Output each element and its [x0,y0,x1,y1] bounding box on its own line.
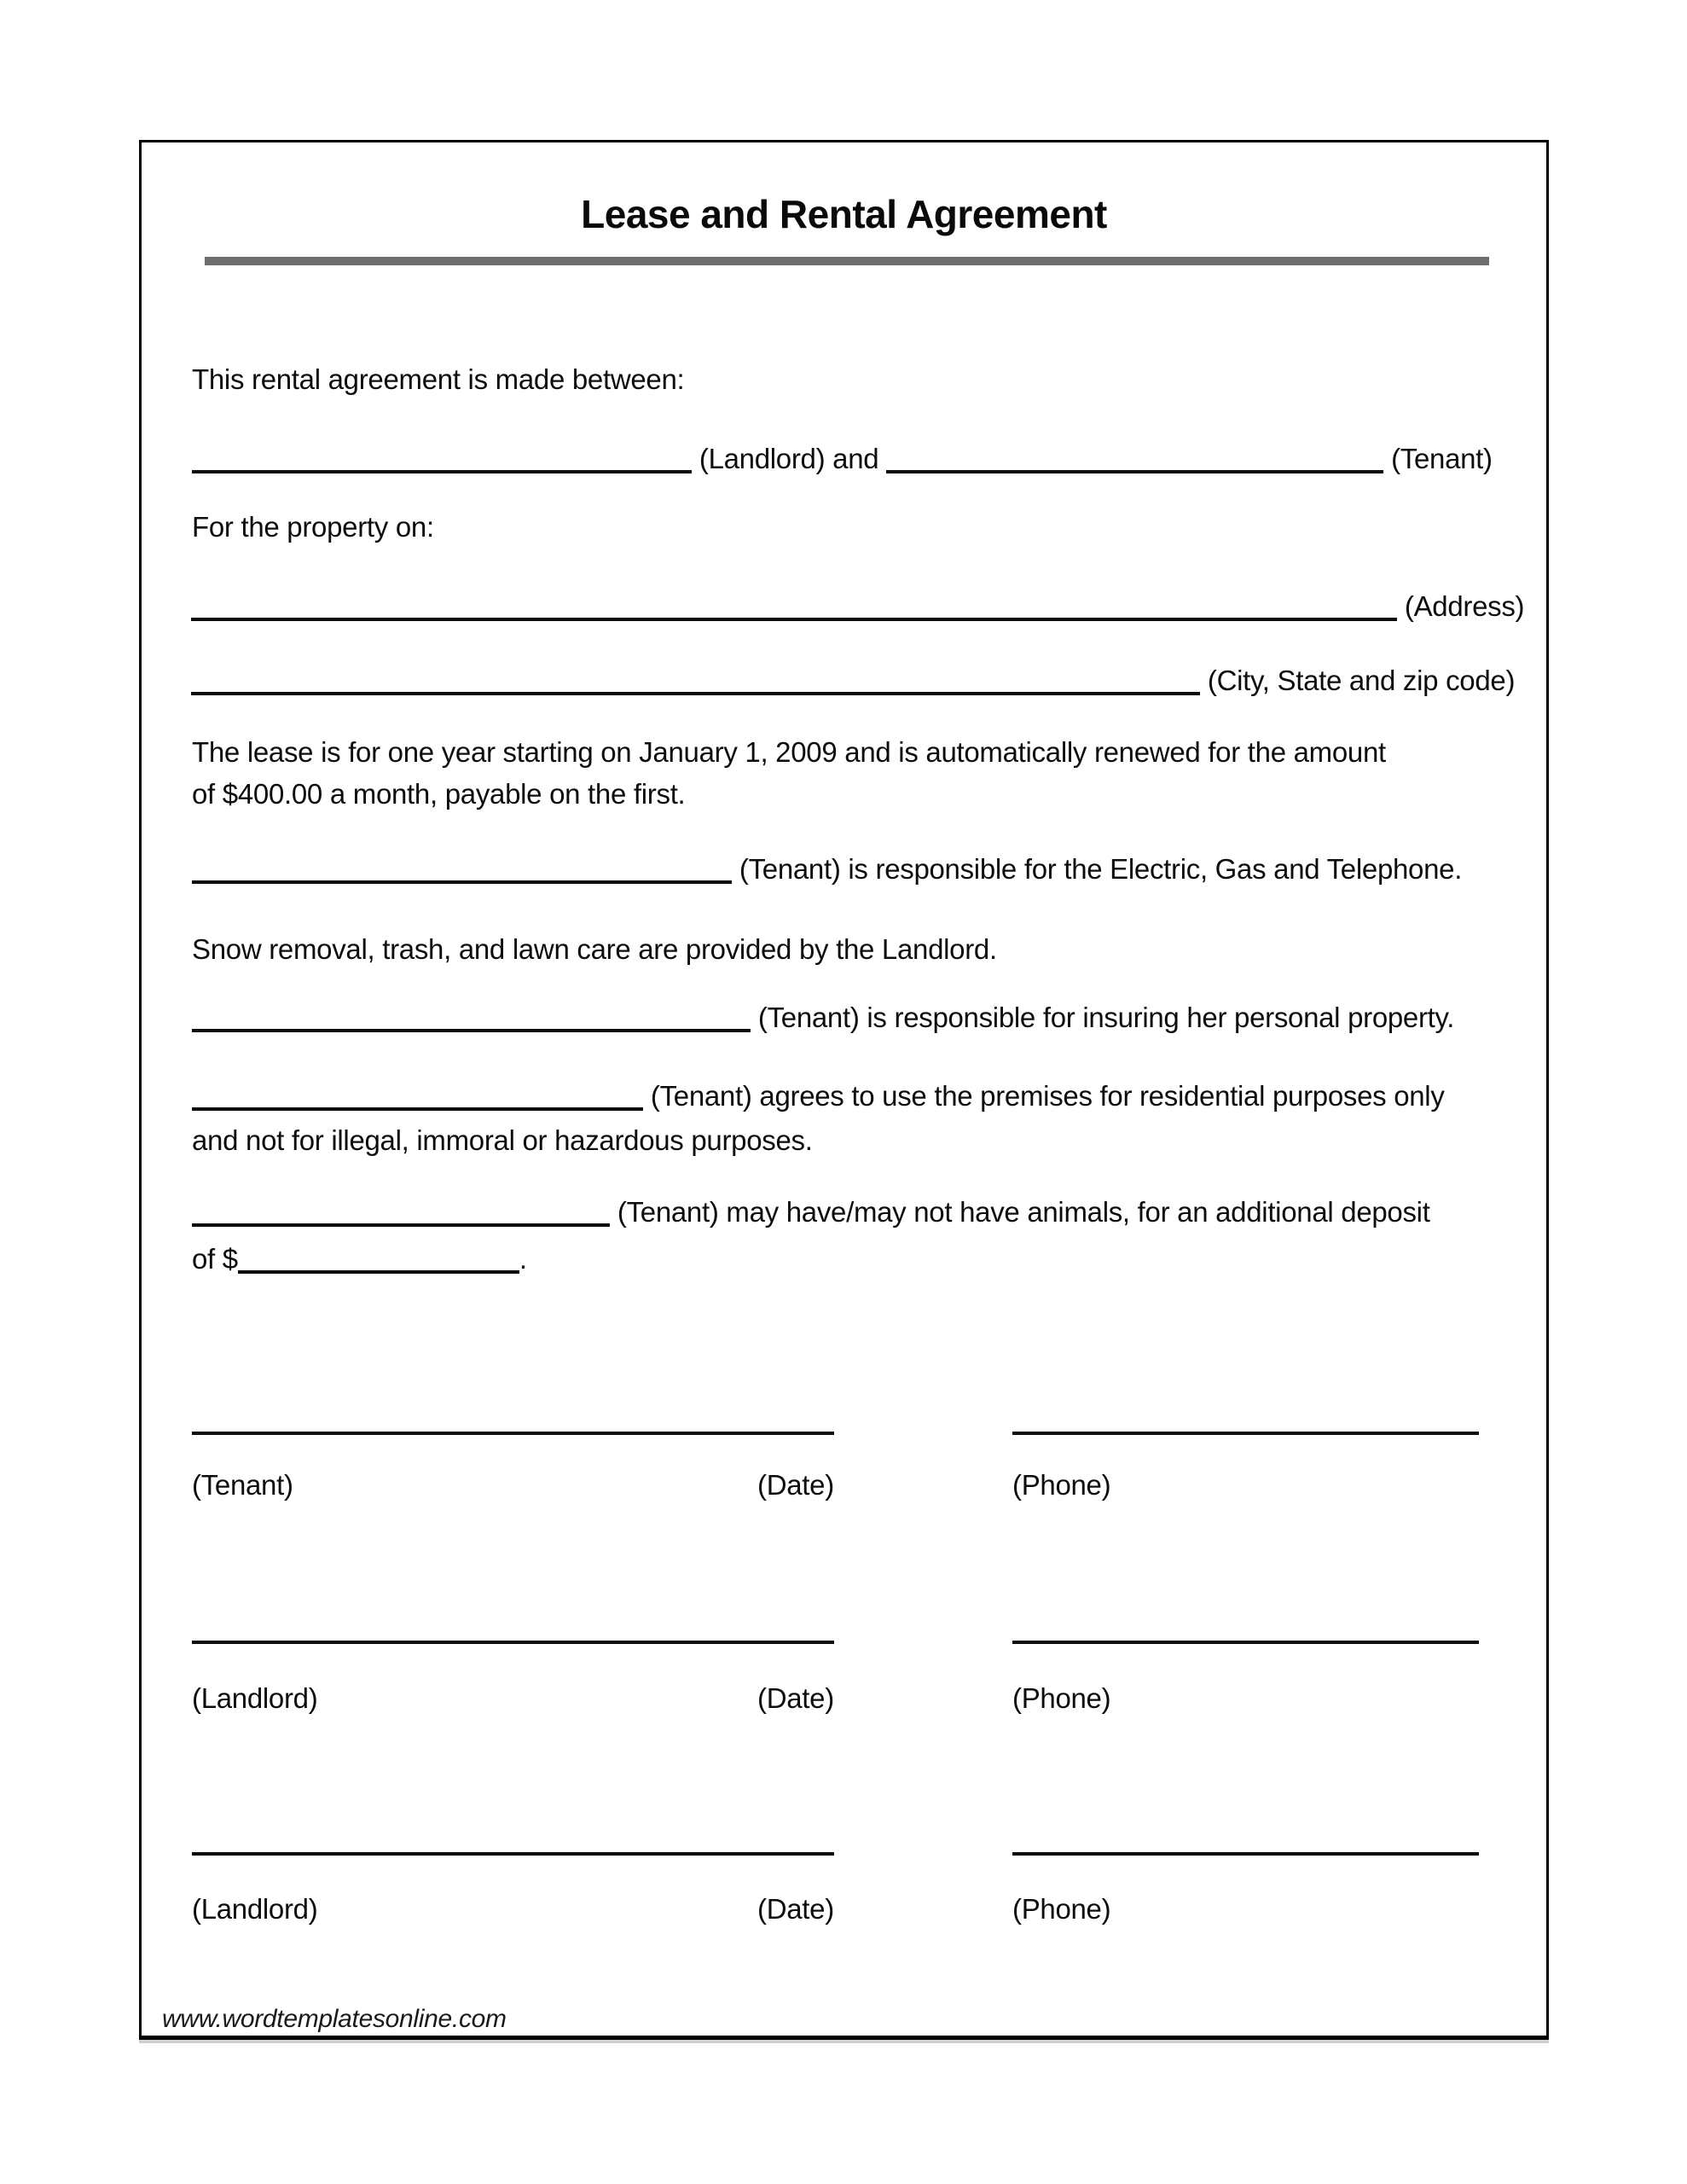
page-title: Lease and Rental Agreement [581,192,1107,236]
deposit-amount-blank[interactable] [238,1246,519,1274]
landlord-labels-row-2 [142,1889,1546,1930]
landlord-labels-row-1 [142,1678,1546,1719]
animals-row [192,1192,1430,1233]
landlord-phone-line-1[interactable] [1012,1641,1479,1644]
utilities-tenant-blank[interactable] [192,857,732,884]
city-state-zip-label: (City, State and zip code) [1207,665,1516,696]
lease-agreement-page [139,140,1549,2040]
residential-clause-line-2: and not for illegal, immoral or hazardous purposes. [192,1124,813,1156]
tenant-role-label: (Tenant) [192,1469,293,1501]
landlord-phone-label-1: (Phone) [1012,1682,1111,1714]
tenant-name-blank[interactable] [886,446,1383,473]
lease-term-line-2: of $400.00 a month, payable on the first. [192,778,686,810]
landlord-signature-line-1[interactable] [192,1641,834,1644]
landlord-name-blank[interactable] [192,446,692,473]
utilities-clause: (Tenant) is responsible for the Electric, Gas and Telephone. [739,853,1463,885]
residential-row [192,1076,1445,1117]
tenant-phone-label: (Phone) [1012,1469,1111,1501]
landlord-label: (Landlord) and [699,443,879,474]
address-label: (Address) [1404,590,1525,622]
insurance-row [192,997,1454,1038]
utilities-row [192,849,1462,890]
tenant-signature-line[interactable] [192,1432,834,1435]
property-heading: For the property on: [192,511,434,543]
city-state-zip-row [191,660,1515,701]
deposit-suffix: . [519,1243,527,1275]
insurance-tenant-blank[interactable] [192,1005,751,1032]
parties-row [192,439,1493,479]
tenant-phone-line[interactable] [1012,1432,1479,1435]
landlord-phone-line-2[interactable] [1012,1852,1479,1856]
landlord-services-line: Snow removal, trash, and lawn care are provided by the Landlord. [192,933,997,965]
landlord-date-label-1: (Date) [757,1682,834,1714]
landlord-signature-line-2[interactable] [192,1852,834,1856]
insurance-clause: (Tenant) is responsible for insuring her personal property. [757,1002,1455,1033]
animals-tenant-blank[interactable] [192,1199,610,1227]
residential-tenant-blank[interactable] [192,1083,643,1111]
deposit-row [192,1239,527,1280]
title-divider-rule [205,257,1489,265]
deposit-prefix: of $ [192,1243,238,1275]
residential-clause-line-1: (Tenant) agrees to use the premises for residential purposes only [650,1080,1445,1112]
lease-term-line-1: The lease is for one year starting on January 1, 2009 and is automatically renewed for the amount [192,736,1386,768]
landlord-phone-label-2: (Phone) [1012,1893,1111,1925]
tenant-date-label: (Date) [757,1469,834,1501]
animals-clause: (Tenant) may have/may not have animals, for an additional deposit [617,1196,1430,1228]
address-blank[interactable] [191,594,1397,621]
tenant-labels-row [142,1465,1546,1506]
intro-line: This rental agreement is made between: [192,363,685,395]
tenant-label: (Tenant) [1391,443,1493,474]
footer-website-url: www.wordtemplatesonline.com [162,2005,507,2033]
landlord-role-label-2: (Landlord) [192,1893,318,1925]
landlord-role-label-1: (Landlord) [192,1682,318,1714]
city-state-zip-blank[interactable] [191,668,1200,695]
address-row [191,586,1524,627]
landlord-date-label-2: (Date) [757,1893,834,1925]
